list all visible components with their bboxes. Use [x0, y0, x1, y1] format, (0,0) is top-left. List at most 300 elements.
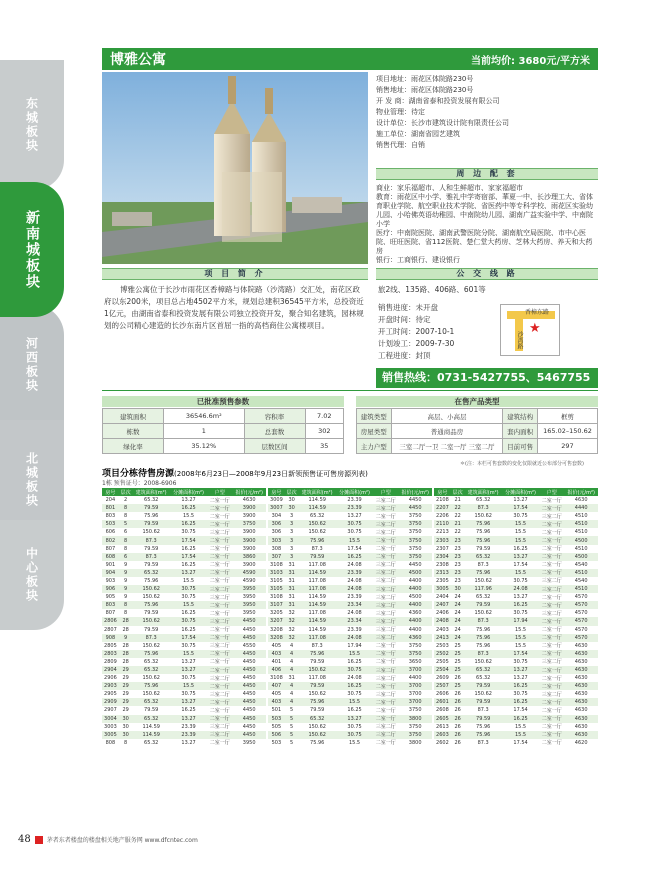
table-cell: 403	[268, 698, 285, 706]
column-header: 层次	[120, 489, 131, 496]
table-cell: 65.32	[144, 497, 159, 504]
table-cell: 5	[290, 723, 294, 730]
table-cell: 4630	[574, 497, 588, 504]
table-row	[102, 545, 266, 553]
table-cell: 3900	[242, 545, 256, 552]
column-header: 分摊面积(m²)	[502, 488, 539, 496]
table-cell: 150.62	[142, 642, 160, 649]
table-cell: 15.5	[502, 536, 539, 544]
info-contractor: 施工单位：湖南省园艺建筑	[376, 130, 460, 138]
table-cell: 9	[124, 561, 128, 568]
tab-new-south-city[interactable]: 新南城板块	[0, 182, 64, 317]
table-cell: 2504	[434, 666, 451, 674]
table-cell: 901	[105, 561, 116, 568]
table-cell: 503	[102, 520, 119, 528]
table-cell: 2303	[434, 536, 451, 544]
table-cell: 150.62	[299, 731, 336, 739]
table-cell: 3	[290, 529, 294, 536]
table-row	[102, 536, 266, 544]
table-cell: 4500	[408, 594, 422, 601]
table-cell: 4630	[574, 691, 588, 698]
table-cell: 23	[451, 569, 465, 577]
column-header: 房号	[434, 488, 451, 496]
table-cell: 4450	[242, 723, 256, 730]
table-cell: 4	[285, 650, 299, 658]
table-cell: 21	[451, 520, 465, 528]
table-cell: 23.39	[336, 504, 373, 512]
table-cell: 30	[119, 715, 133, 723]
table-row	[268, 715, 432, 723]
table-cell: 3105	[270, 577, 283, 584]
table-cell: 114.59	[308, 497, 326, 504]
table-cell: 3005	[434, 585, 451, 593]
table-cell: 2906	[104, 675, 117, 682]
surround-facilities	[376, 184, 598, 265]
table-cell: 75.96	[133, 601, 170, 609]
table-row	[434, 520, 598, 528]
table-cell: 24	[454, 594, 461, 601]
table-cell: 二室一厅	[541, 724, 562, 731]
table-cell: 二室一厅	[541, 497, 562, 504]
table-cell: 28	[122, 626, 129, 633]
table-cell: 4570	[564, 617, 598, 625]
table-cell: 150.62	[133, 617, 170, 625]
table-cell: 4570	[574, 594, 588, 601]
table-cell: 9	[119, 569, 133, 577]
table-cell: 15.5	[182, 577, 195, 584]
column-header: 层次	[286, 489, 297, 496]
table-cell: 4630	[564, 682, 598, 690]
table-cell: 16.25	[502, 698, 539, 706]
param-key: 总套数	[244, 424, 305, 439]
table-cell: 79.59	[299, 682, 336, 690]
table-cell: 65.32	[310, 513, 325, 520]
table-row	[268, 577, 432, 585]
table-cell: 4510	[574, 513, 588, 520]
map-road-label-2: 沙湾路	[516, 331, 523, 349]
intro-text: 博雅公寓位于长沙市雨花区香樟路与体院路（沙湾路）交汇处，南花区政府以东200米，项目总占地4502平方米，规划总建积36545平方米，总投资近1亿元，由湖南省泰和投资发展有限公司独立投资开发，聚合知名建筑，园林规划的公司精心建造的长沙东南片区首屈一指的高档商住公寓楼项目。	[104, 285, 364, 330]
table-cell: 150.62	[474, 658, 492, 665]
table-row	[102, 731, 266, 739]
table-cell: 29	[119, 666, 133, 674]
table-row	[102, 601, 266, 609]
table-cell: 3750	[398, 650, 432, 658]
listing-title: 项目分栋待售房源(2008年6月23日—2008年9月23日新领预售证可售房源列表)	[102, 469, 368, 479]
table-row	[268, 690, 432, 698]
table-cell: 三室二厅	[207, 731, 232, 739]
table-cell: 79.59	[144, 626, 159, 633]
table-cell: 79.59	[144, 707, 159, 714]
table-cell: 4630	[564, 731, 598, 739]
table-cell: 3950	[242, 594, 256, 601]
table-cell: 31	[288, 594, 295, 601]
table-cell: 13.27	[181, 497, 196, 504]
table-cell: 2502	[434, 650, 451, 658]
table-cell: 30	[122, 723, 129, 730]
table-cell: 9	[124, 577, 128, 584]
table-cell: 3750	[232, 520, 266, 528]
table-cell: 803	[102, 601, 119, 609]
table-cell: 65.32	[144, 739, 159, 746]
table-cell: 308	[271, 545, 282, 552]
table-row	[268, 650, 432, 658]
table-cell: 三室二厅	[373, 731, 398, 739]
table-cell: 23.34	[336, 601, 373, 609]
table-row	[268, 545, 432, 553]
table-cell: 2909	[102, 698, 119, 706]
table-row	[102, 504, 266, 512]
table-cell: 二室一厅	[207, 601, 232, 609]
table-cell: 3700	[398, 682, 432, 690]
table-cell: 二室一厅	[207, 520, 232, 528]
table-cell: 二室一厅	[209, 627, 230, 634]
table-cell: 114.59	[299, 617, 336, 625]
table-cell: 87.3	[477, 561, 489, 568]
table-cell: 9	[124, 594, 128, 601]
project-name: 博雅公寓	[110, 52, 166, 68]
table-cell: 8	[119, 601, 133, 609]
table-row	[268, 723, 432, 731]
table-cell: 13.27	[170, 666, 207, 674]
table-cell: 16.25	[502, 682, 539, 690]
table-cell: 3108	[270, 594, 283, 601]
table-row	[434, 715, 598, 723]
table-cell: 4450	[232, 731, 266, 739]
table-cell: 2608	[436, 707, 449, 714]
info-agent: 销售代理：自销	[376, 141, 425, 149]
table-cell: 16.25	[181, 610, 196, 617]
table-cell: 75.96	[465, 634, 502, 642]
column-header: 房号	[268, 488, 285, 496]
table-cell: 二室一厅	[539, 504, 564, 512]
table-cell: 二室一厅	[373, 553, 398, 561]
table-cell: 4540	[574, 577, 588, 584]
tab-hexi[interactable]: 河西板块	[0, 305, 64, 425]
table-cell: 25	[451, 682, 465, 690]
table-cell: 503	[268, 715, 285, 723]
table-cell: 23	[451, 536, 465, 544]
table-row	[434, 723, 598, 731]
table-cell: 16.25	[181, 561, 196, 568]
table-cell: 16.25	[170, 520, 207, 528]
table-cell: 903	[105, 577, 116, 584]
table-cell: 三室二厅	[375, 497, 396, 504]
table-cell: 2313	[434, 569, 451, 577]
table-cell: 15.5	[502, 634, 539, 642]
table-cell: 15.5	[336, 698, 373, 706]
table-cell: 三室二厅	[375, 610, 396, 617]
table-cell: 30.75	[513, 610, 528, 617]
table-cell: 29	[119, 698, 133, 706]
table-cell: 三室二厅	[207, 617, 232, 625]
table-cell: 6	[124, 529, 128, 536]
table-cell: 13.27	[170, 715, 207, 723]
table-cell: 4450	[242, 675, 256, 682]
table-row	[434, 690, 598, 698]
table-cell: 65.32	[465, 666, 502, 674]
table-cell: 87.3	[465, 617, 502, 625]
table-cell: 2806	[102, 617, 119, 625]
column-header: 户型	[207, 488, 232, 496]
table-cell: 15.5	[170, 682, 207, 690]
table-note: ＊(注：本栏可售套数的变化仅限就近公布部分可售套数)	[460, 461, 584, 467]
table-row	[434, 593, 598, 601]
table-cell: 3107	[268, 601, 285, 609]
table-cell: 8	[119, 504, 133, 512]
table-cell: 2413	[434, 634, 451, 642]
table-row	[102, 569, 266, 577]
table-cell: 2609	[436, 675, 449, 682]
listing-table-3	[434, 488, 598, 747]
table-cell: 3950	[232, 585, 266, 593]
table-cell: 24.08	[347, 675, 362, 682]
table-cell: 15.5	[514, 642, 527, 649]
table-cell: 9	[119, 585, 133, 593]
table-cell: 三室二厅	[207, 585, 232, 593]
table-cell: 24.08	[336, 634, 373, 642]
table-cell: 2803	[102, 650, 119, 658]
table-cell: 25	[454, 658, 461, 665]
table-cell: 二室一厅	[207, 569, 232, 577]
table-cell: 3750	[408, 642, 422, 649]
tab-north-city[interactable]: 北城板块	[0, 420, 64, 540]
table-cell: 3800	[408, 739, 422, 746]
table-cell: 117.08	[308, 561, 326, 568]
table-row	[434, 674, 598, 682]
table-cell: 117.96	[465, 585, 502, 593]
table-cell: 2206	[436, 513, 449, 520]
table-cell: 17.54	[170, 634, 207, 642]
table-cell: 5	[119, 520, 133, 528]
table-cell: 6	[119, 553, 133, 561]
table-cell: 3950	[242, 610, 256, 617]
table-cell: 3750	[408, 513, 422, 520]
table-cell: 23.39	[170, 731, 207, 739]
table-cell: 31	[288, 561, 295, 568]
surround-heading: 周 边 配 套	[376, 168, 598, 180]
table-cell: 4510	[564, 520, 598, 528]
table-cell: 150.62	[308, 691, 326, 698]
table-cell: 17.54	[502, 504, 539, 512]
table-cell: 二室一厅	[541, 643, 562, 650]
table-cell: 13.27	[502, 666, 539, 674]
table-cell: 4	[290, 658, 294, 665]
table-cell: 三室二厅	[541, 691, 562, 698]
table-cell: 4510	[564, 585, 598, 593]
table-cell: 29	[122, 707, 129, 714]
table-row	[434, 561, 598, 569]
table-cell: 29	[122, 675, 129, 682]
table-cell: 15.5	[170, 601, 207, 609]
table-cell: 87.3	[477, 739, 489, 746]
table-cell: 三室二厅	[373, 601, 398, 609]
tab-east-city[interactable]: 东城板块	[0, 60, 64, 190]
table-cell: 二室一厅	[373, 715, 398, 723]
table-cell: 87.3	[311, 545, 323, 552]
table-row	[434, 609, 598, 617]
table-cell: 15.5	[514, 529, 527, 536]
table-cell: 二室一厅	[375, 659, 396, 666]
listing-table-1	[102, 488, 266, 747]
info-developer: 开 发 商：湖南省泰和投资发展有限公司	[376, 97, 500, 105]
table-cell: 三室二厅	[375, 675, 396, 682]
table-cell: 二室一厅	[209, 497, 230, 504]
table-cell: 4450	[398, 504, 432, 512]
table-cell: 4570	[564, 601, 598, 609]
sales-progress	[378, 302, 454, 362]
table-cell: 26	[454, 691, 461, 698]
table-cell: 807	[105, 545, 116, 552]
table-cell: 30.75	[347, 691, 362, 698]
table-row	[434, 739, 598, 747]
table-cell: 24	[451, 617, 465, 625]
table-cell: 4450	[408, 497, 422, 504]
table-row	[102, 690, 266, 698]
table-cell: 25	[454, 642, 461, 649]
table-cell: 150.62	[142, 691, 160, 698]
type-value: 框剪	[537, 409, 597, 424]
table-cell: 403	[268, 650, 285, 658]
table-cell: 803	[105, 513, 116, 520]
table-cell: 114.59	[142, 723, 160, 730]
table-cell: 4400	[398, 585, 432, 593]
table-row	[434, 634, 598, 642]
table-cell: 17.54	[347, 545, 362, 552]
progress-opening: 开盘时间：待定	[378, 315, 431, 324]
table-cell: 114.59	[133, 731, 170, 739]
table-cell: 24	[451, 634, 465, 642]
bus-lines: 旅2线、135路、406路、601等	[378, 285, 486, 294]
table-cell: 26	[451, 715, 465, 723]
table-cell: 2505	[436, 658, 449, 665]
table-cell: 79.59	[133, 520, 170, 528]
table-cell: 3	[290, 545, 294, 552]
param-key: 容积率	[244, 409, 305, 424]
table-cell: 30.75	[347, 723, 362, 730]
table-cell: 三室二厅	[375, 691, 396, 698]
table-cell: 24	[454, 626, 461, 633]
table-cell: 23	[451, 553, 465, 561]
column-header: 分摊面积(m²)	[336, 488, 373, 496]
table-cell: 23.39	[181, 723, 196, 730]
table-cell: 4630	[574, 675, 588, 682]
table-cell: 二室一厅	[541, 562, 562, 569]
table-cell: 三室二厅	[373, 666, 398, 674]
table-cell: 3208	[270, 626, 283, 633]
table-cell: 2305	[436, 577, 449, 584]
types-table	[356, 408, 598, 454]
table-cell: 16.25	[502, 715, 539, 723]
table-cell: 二室一厅	[209, 578, 230, 585]
table-cell: 13.27	[336, 715, 373, 723]
table-cell: 3108	[270, 561, 283, 568]
table-cell: 87.3	[477, 707, 489, 714]
table-cell: 13.27	[513, 497, 528, 504]
table-cell: 8	[124, 545, 128, 552]
table-cell: 4510	[564, 569, 598, 577]
types-heading: 在售产品类型	[356, 396, 598, 407]
table-cell: 3108	[270, 675, 283, 682]
table-row	[434, 666, 598, 674]
table-cell: 31	[285, 601, 299, 609]
table-row	[268, 682, 432, 690]
param-row	[103, 424, 344, 439]
location-map	[500, 304, 560, 356]
table-cell: 23.39	[347, 497, 362, 504]
table-cell: 4570	[574, 610, 588, 617]
tab-center[interactable]: 中心板块	[0, 520, 64, 630]
table-cell: 908	[102, 634, 119, 642]
table-cell: 16.25	[181, 626, 196, 633]
table-cell: 8	[124, 610, 128, 617]
table-cell: 30.75	[336, 666, 373, 674]
table-cell: 65.32	[465, 553, 502, 561]
table-cell: 117.08	[308, 675, 326, 682]
table-row	[268, 642, 432, 650]
table-cell: 二室一厅	[207, 504, 232, 512]
table-cell: 79.59	[476, 545, 491, 552]
param-row	[103, 439, 344, 454]
sales-hotline: 销售热线：0731-5427755、5467755	[376, 368, 598, 388]
table-row	[434, 601, 598, 609]
type-key: 建筑结构	[503, 409, 538, 424]
table-cell: 三室二厅	[209, 675, 230, 682]
table-cell: 15.5	[170, 650, 207, 658]
table-cell: 三室二厅	[373, 569, 398, 577]
table-cell: 79.59	[299, 553, 336, 561]
table-cell: 79.59	[144, 545, 159, 552]
table-cell: 30.75	[181, 675, 196, 682]
table-cell: 二室一厅	[207, 650, 232, 658]
table-cell: 23	[454, 545, 461, 552]
table-cell: 4	[285, 698, 299, 706]
table-cell: 8	[119, 536, 133, 544]
table-cell: 13.27	[502, 553, 539, 561]
table-cell: 31	[285, 585, 299, 593]
table-cell: 三室二厅	[541, 610, 562, 617]
table-cell: 117.08	[299, 634, 336, 642]
table-cell: 150.62	[474, 577, 492, 584]
table-cell: 26	[454, 723, 461, 730]
table-cell: 3	[290, 513, 294, 520]
table-row	[268, 731, 432, 739]
table-cell: 3700	[398, 666, 432, 674]
table-cell: 2403	[436, 626, 449, 633]
table-cell: 5	[290, 707, 294, 714]
table-cell: 904	[102, 569, 119, 577]
table-cell: 4400	[408, 577, 422, 584]
table-cell: 3208	[268, 634, 285, 642]
table-cell: 二室一厅	[209, 610, 230, 617]
table-cell: 二室一厅	[207, 715, 232, 723]
table-cell: 79.59	[465, 601, 502, 609]
building-rendering	[102, 72, 368, 264]
table-cell: 30.75	[170, 617, 207, 625]
table-cell: 30.75	[181, 642, 196, 649]
table-cell: 4630	[564, 650, 598, 658]
table-cell: 30.75	[181, 594, 196, 601]
table-cell: 3950	[242, 739, 256, 746]
table-cell: 二室一厅	[541, 675, 562, 682]
table-cell: 4450	[232, 634, 266, 642]
table-cell: 30	[119, 731, 133, 739]
table-row	[102, 723, 266, 731]
table-cell: 150.62	[142, 529, 160, 536]
table-cell: 16.25	[181, 545, 196, 552]
surround-commerce: 商业：家乐福超市、人和生鲜超市、家家福超市	[376, 184, 523, 192]
table-cell: 15.5	[336, 650, 373, 658]
table-cell: 16.25	[347, 707, 362, 714]
